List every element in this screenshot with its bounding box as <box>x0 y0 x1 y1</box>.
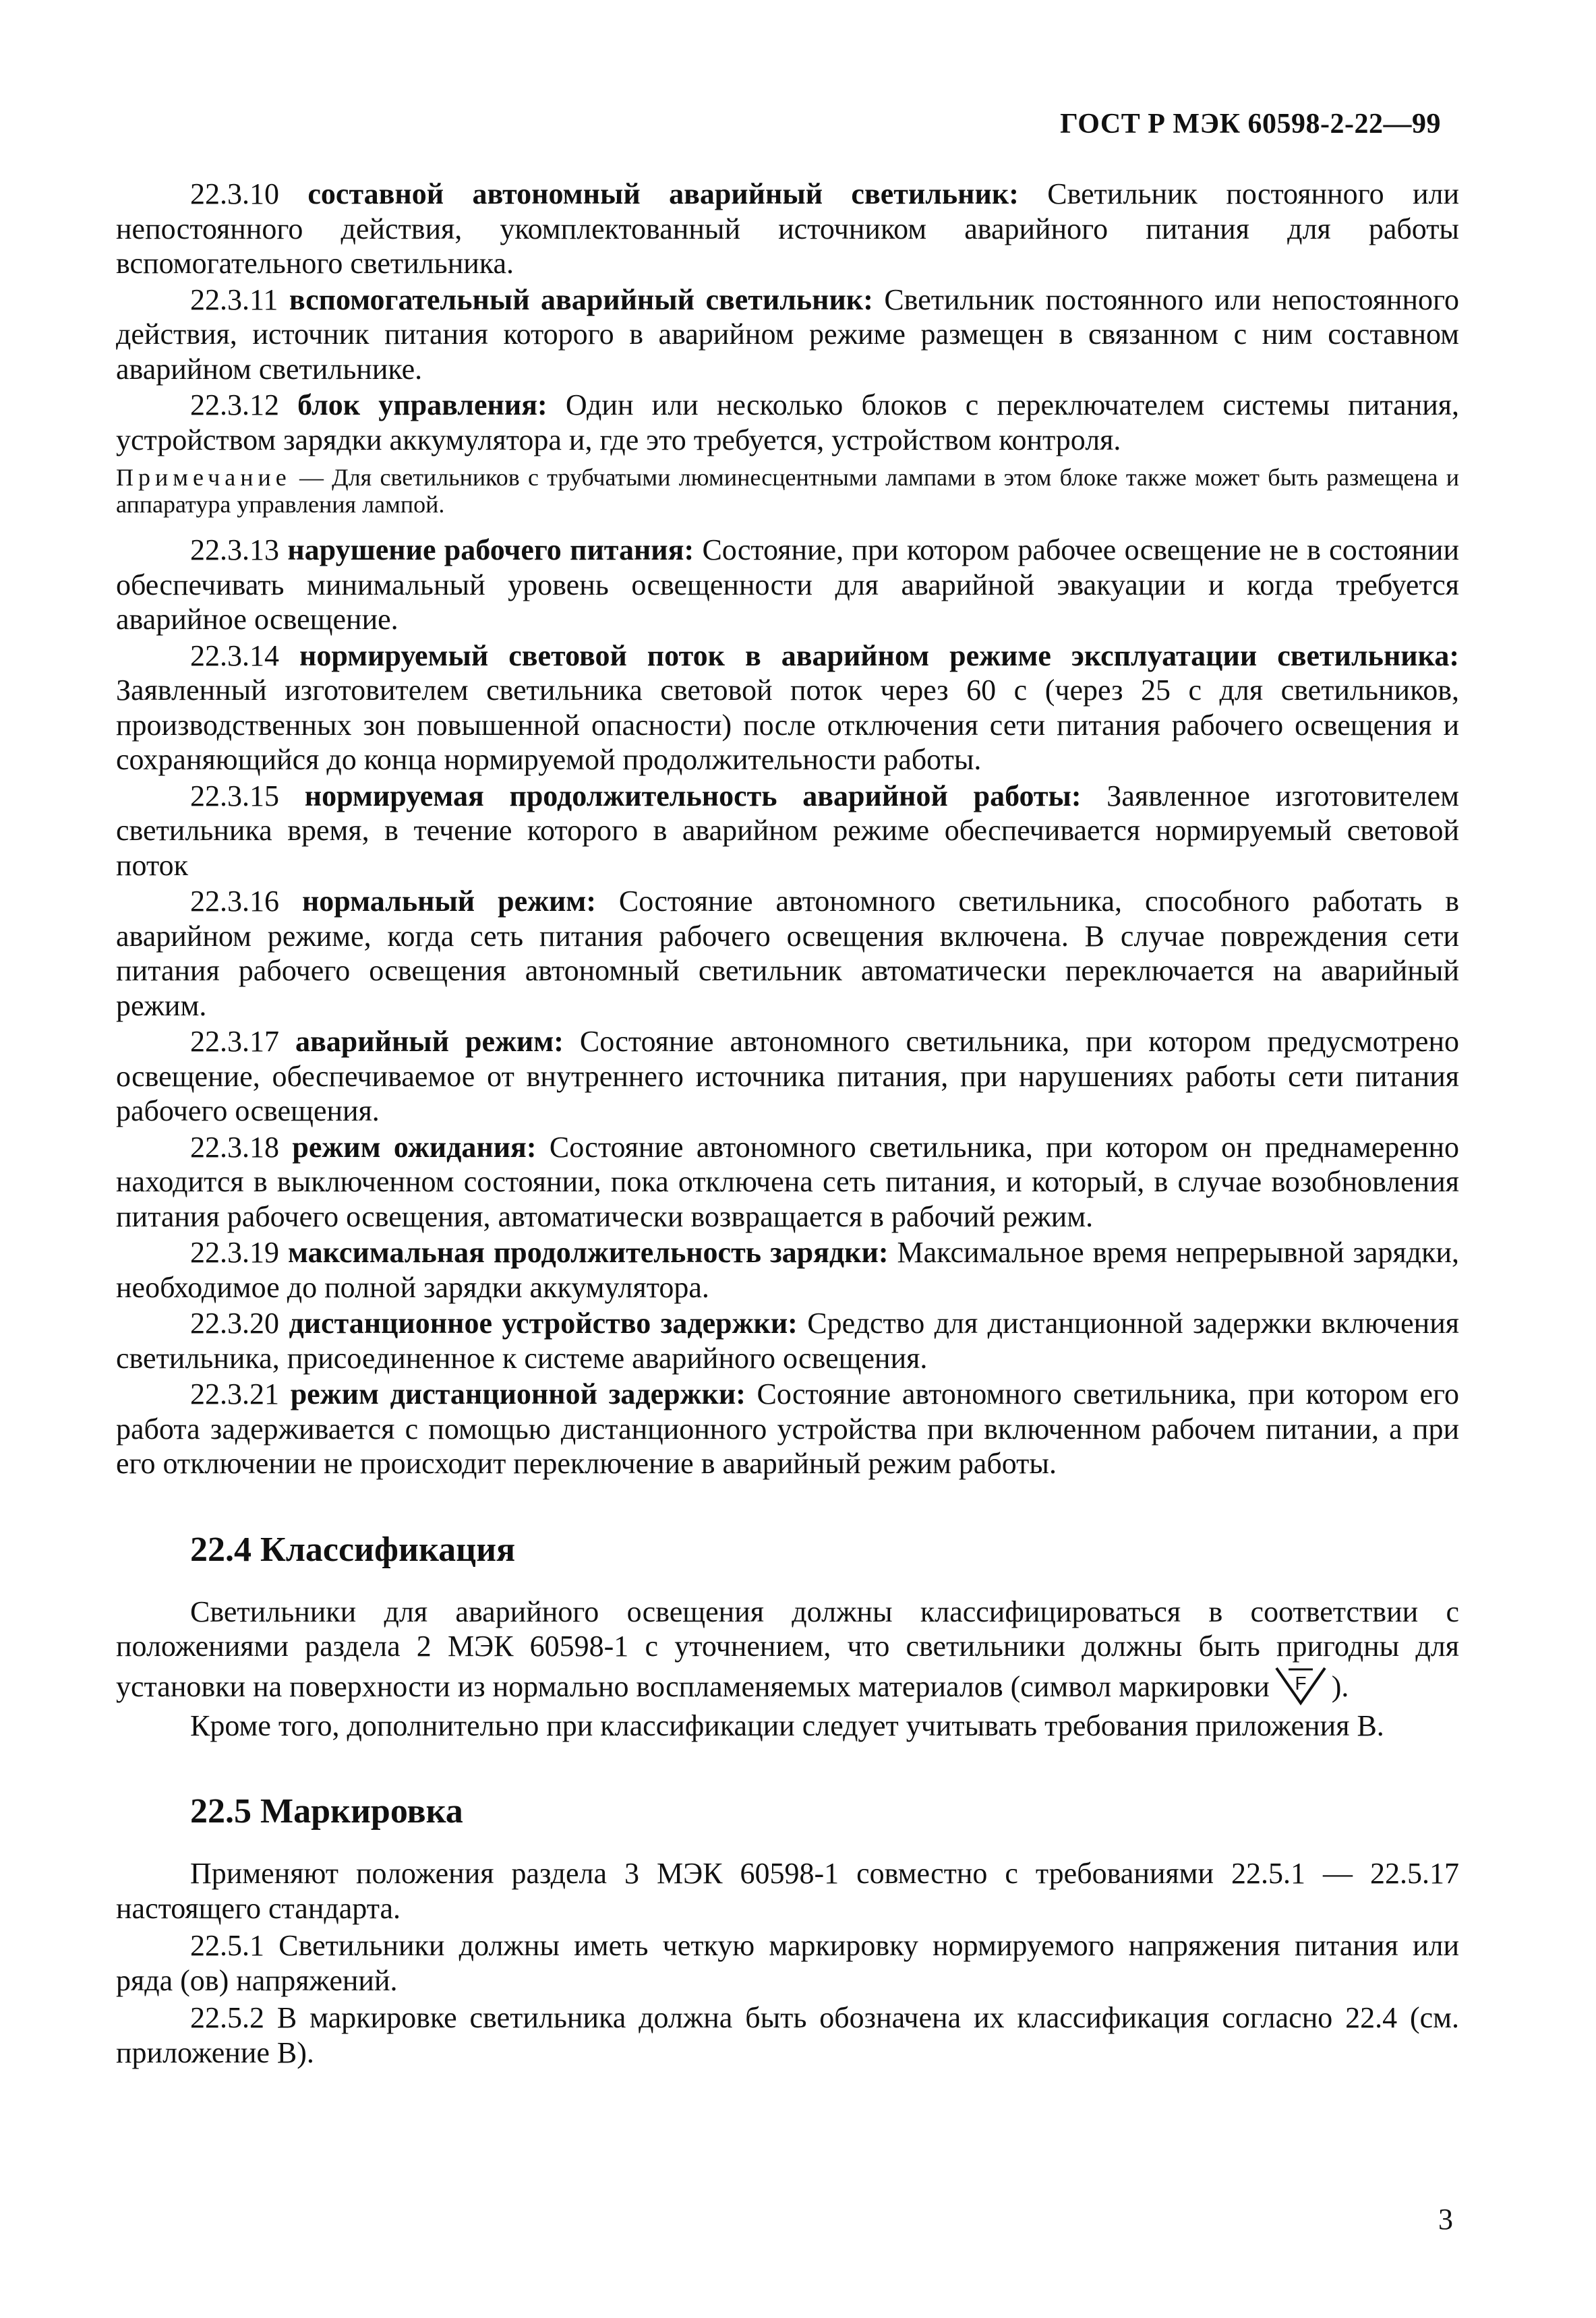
definition-number: 22.3.16 <box>190 885 279 918</box>
definition-term: нормируемая продолжительность аварийной работы: <box>304 779 1082 812</box>
definition-text: Состояние, при котором рабочее освещение не в состоянии обеспечивать минимальный уровень освещенности для аварийной эвакуации и когда требуется аварийное освещение. <box>116 533 1460 636</box>
definition-term: составной автономный аварийный светильник: <box>307 177 1019 210</box>
definition-22-3-14 <box>116 638 1459 777</box>
definition-term: дистанционное устройство задержки: <box>289 1307 798 1340</box>
page-number: 3 <box>1438 2203 1453 2236</box>
definition-term: режим ожидания: <box>292 1130 537 1164</box>
definition-text: Максимальное время непрерывной зарядки, необходимое до полной зарядки аккумулятора. <box>116 1236 1459 1304</box>
definition-number: 22.3.17 <box>190 1025 279 1058</box>
definition-text: Заявленное изготовителем светильника время, в течение которого в аварийном режиме обеспечивается нормируемый световой поток <box>116 779 1460 882</box>
note-label: Примечание <box>116 464 291 491</box>
definition-number: 22.3.15 <box>190 779 279 812</box>
note-text: — Для светильников с трубчатыми люминесцентными лампами в этом блоке также может быть размещена и аппаратура управления лампой. <box>116 464 1459 518</box>
definition-number: 22.3.13 <box>190 533 279 566</box>
definition-22-3-18 <box>116 1130 1459 1235</box>
definition-22-3-12 <box>116 388 1459 457</box>
definition-number: 22.3.10 <box>190 177 279 210</box>
definition-term: блок управления: <box>297 388 548 421</box>
classification-paragraph <box>116 1595 1459 1706</box>
definition-text: Состояние автономного светильника, способного работать в аварийном режиме, когда сеть питания рабочего освещения включена. В случае повреждения сети питания рабочего освещения автономный светильник автоматически переключается на аварийный режим. <box>116 885 1459 1022</box>
definition-22-3-19 <box>116 1235 1459 1305</box>
definition-22-3-21 <box>116 1377 1459 1481</box>
definition-number: 22.3.11 <box>190 283 278 316</box>
definition-22-3-20 <box>116 1306 1459 1375</box>
definition-22-3-10 <box>116 177 1459 281</box>
definition-22-3-15 <box>116 779 1459 883</box>
classification-paragraph-2: Кроме того, дополнительно при классификации следует учитывать требования приложения В. <box>190 1708 1384 1742</box>
definition-number: 22.3.21 <box>190 1377 279 1410</box>
definition-number: 22.3.20 <box>190 1307 279 1340</box>
definition-22-3-16 <box>116 884 1459 1023</box>
definition-text: Состояние автономного светильника, при котором его работа задерживается с помощью дистанционного устройства при включенном рабочем питании, а при его отключении не происходит переключение в аварийный режим работы. <box>116 1377 1460 1480</box>
section-heading-22-5: 22.5 Маркировка <box>190 1792 463 1831</box>
marking-paragraph-22-5-1: 22.5.1 Светильники должны иметь четкую маркировку нормируемого напряжения питания или ряда (ов) напряжений. <box>116 1929 1459 1997</box>
definition-term: максимальная продолжительность зарядки: <box>287 1236 889 1269</box>
definition-text: Светильник постоянного или непостоянного действия, источник питания которого в аварийном режиме размещен в связанном с ним составном аварийном светильнике. <box>116 283 1459 386</box>
definition-22-3-13 <box>116 533 1459 637</box>
definition-22-3-11 <box>116 283 1459 387</box>
definition-text: Состояние автономного светильника, при котором предусмотрено освещение, обеспечиваемое от внутреннего источника питания, при нарушениях работы сети питания рабочего освещения. <box>116 1025 1460 1127</box>
flammable-surface-symbol-icon <box>1274 1664 1328 1706</box>
definition-text: Состояние автономного светильника, при котором он преднамеренно находится в выключенном состоянии, пока отключена сеть питания, и который, в случае возобновления питания рабочего освещения, автоматически возвращается в рабочий режим. <box>116 1130 1460 1233</box>
definition-term: нормируемый световой поток в аварийном режиме эксплуатации светильника: <box>299 638 1459 672</box>
definition-term: режим дистанционной задержки: <box>290 1377 746 1410</box>
definition-term: аварийный режим: <box>295 1025 564 1058</box>
definition-term: нарушение рабочего питания: <box>287 533 694 566</box>
section-heading-22-4: 22.4 Классификация <box>190 1530 516 1569</box>
definition-number: 22.3.12 <box>190 388 279 421</box>
marking-paragraph-22-5-2: 22.5.2 В маркировке светильника должна быть обозначена их классификация согласно 22.4 (см. приложение В). <box>116 2001 1459 2069</box>
definition-text: Один или несколько блоков с переключателем системы питания, устройством зарядки аккумулятора и, где это требуется, устройством контроля. <box>116 388 1460 456</box>
definition-text: Средство для дистанционной задержки включения светильника, присоединенное к системе аварийного освещения. <box>116 1307 1460 1375</box>
definition-number: 22.3.19 <box>190 1236 279 1269</box>
symbol-letter: F <box>1295 1672 1307 1694</box>
document-header: ГОСТ Р МЭК 60598-2-22—99 <box>1060 109 1441 140</box>
marking-paragraph-1: Применяют положения раздела 3 МЭК 60598-1 совместно с требованиями 22.5.1 — 22.5.17 настоящего стандарта. <box>116 1857 1459 1925</box>
classification-text-end: ). <box>1331 1669 1349 1703</box>
definition-22-3-17 <box>116 1024 1459 1129</box>
note <box>116 464 1459 518</box>
definition-number: 22.3.18 <box>190 1130 279 1164</box>
document-body <box>116 177 1459 2073</box>
definition-text: Заявленный изготовителем светильника световой поток через 60 с (через 25 с для светильников, производственных зон повышенной опасности) после отключения сети питания рабочего освещения и сохраняющийся до конца нормируемой продолжительности работы. <box>116 674 1459 776</box>
definition-term: нормальный режим: <box>301 885 596 918</box>
classification-text: Светильники для аварийного освещения должны классифицироваться в соответствии с положениями раздела 2 МЭК 60598-1 с уточнением, что светильники должны быть пригодны для установки на поверхности из нормально воспламеняемых материалов (символ маркировки <box>116 1595 1459 1703</box>
definition-term: вспомогательный аварийный светильник: <box>289 283 873 316</box>
definition-number: 22.3.14 <box>190 638 279 672</box>
definition-text: Светильник постоянного или непостоянного действия, укомплектованный источником аварийного питания для работы вспомогательного светильника. <box>116 177 1460 280</box>
